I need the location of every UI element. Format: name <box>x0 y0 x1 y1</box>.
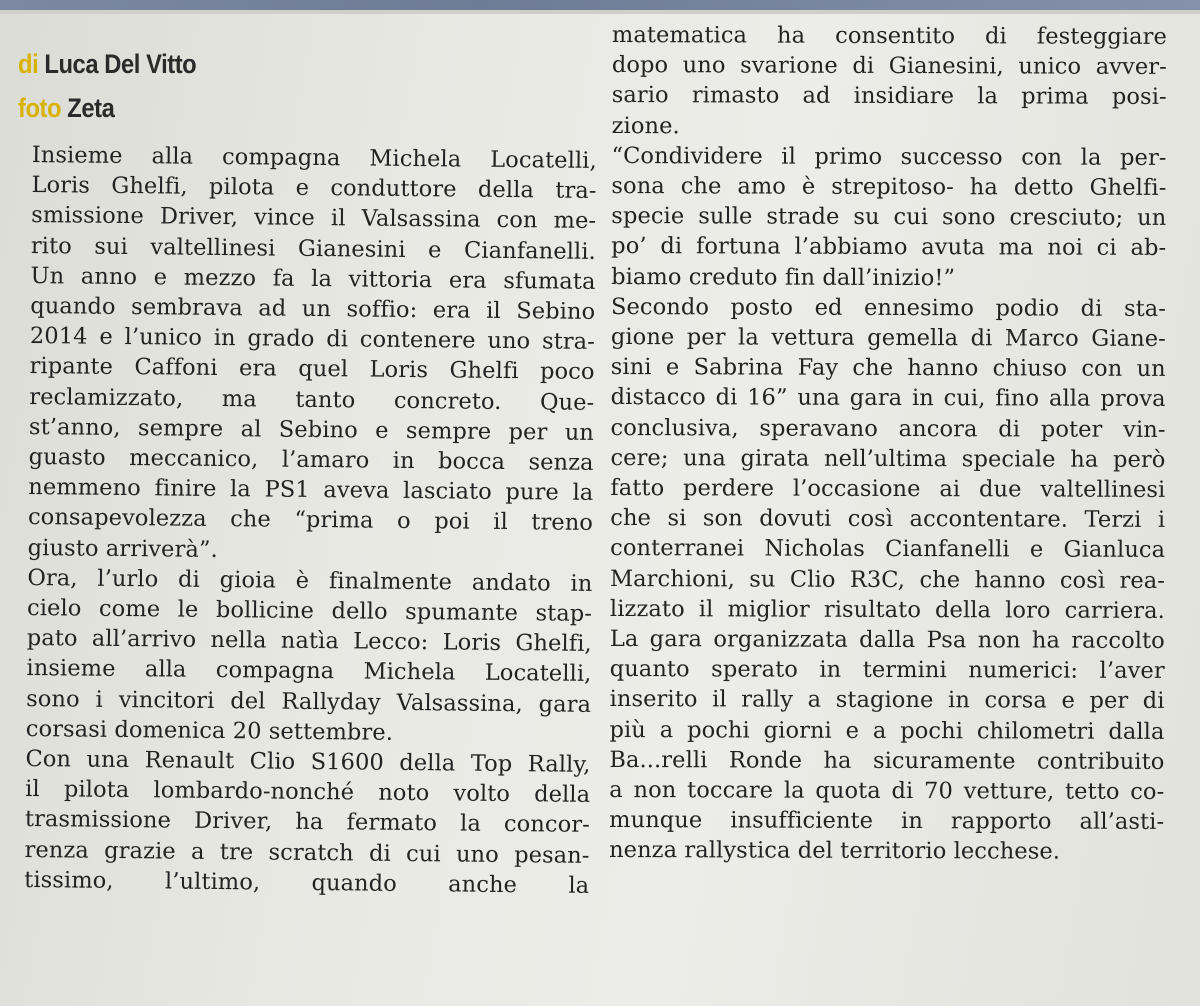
left-column-line: guasto meccanico, l’amaro in bocca senza <box>28 444 594 476</box>
left-column-line: sono i vincitori del Rallyday Valsassina, gara <box>26 685 592 718</box>
right-column-line: munque insufficiente in rapporto all’asti- <box>609 807 1165 836</box>
left-column-line: nemmeno finire la PS1 aveva lasciato pure la <box>28 474 594 507</box>
right-column-line: La gara organizzata dalla Psa non ha raccolto <box>609 626 1165 654</box>
right-column-line: specie sulle strade su cui sono cresciuto; un <box>611 203 1167 232</box>
left-column-line: cielo come le bollicine dello spumante stap- <box>26 595 593 627</box>
right-column-line: zione. <box>611 112 680 139</box>
right-column-line: biamo creduto fin dall’inizio!” <box>611 263 956 291</box>
left-column-line: consapevolezza che “prima o poi il treno <box>27 504 594 537</box>
right-column-line: inserito il rally a stagione in corsa e per di <box>609 686 1165 715</box>
article-column-left <box>24 140 597 901</box>
left-column-line: Con una Renault Clio S1600 della Top Rally, <box>25 746 591 778</box>
left-column-line: 2014 e l’unico in grado di contenere uno stra- <box>29 323 596 356</box>
left-column-line: renza grazie a tre scratch di cui uno pesan- <box>24 836 590 869</box>
right-column-line: sario rimasto ad insidiare la prima posi- <box>611 82 1167 111</box>
right-column-line: quanto sperato in termini numerici: l’aver <box>609 656 1165 685</box>
right-column-line: sona che amo è strepitoso- ha detto Ghelfi- <box>611 173 1167 201</box>
right-column-line: sini e Sabrina Fay che hanno chiuso con un <box>610 354 1166 383</box>
right-column-line: “Condividere il primo successo con la per- <box>611 142 1167 171</box>
right-column-line: lizzato il miglior risultato della loro carriera. <box>609 595 1165 624</box>
left-column-line: giusto arriverà”. <box>27 534 218 563</box>
right-column-line: gione per la vettura gemella di Marco Giane- <box>610 324 1166 352</box>
right-column-line: nenza rallystica del territorio lecchese. <box>609 837 1061 866</box>
right-column-line: fatto perdere l’occasione ai due valtellinesi <box>610 475 1166 503</box>
page-top-edge <box>0 0 1200 14</box>
left-column-line: tissimo, l’ultimo, quando anche la <box>24 866 590 899</box>
photo-name: Zeta <box>67 93 115 123</box>
right-column-line: Secondo posto ed ennesimo podio di sta- <box>610 293 1167 322</box>
left-column-line: Ora, l’urlo di gioia è finalmente andato in <box>27 564 593 597</box>
left-column-line: pato all’arrivo nella natìa Lecco: Loris Ghelfi, <box>26 625 592 658</box>
left-column-line: reclamizzato, ma tanto concreto. Que- <box>29 383 595 416</box>
right-column-line: Ba...relli Ronde ha sicuramente contribuito <box>609 746 1165 775</box>
left-column-line: il pilota lombardo-nonché noto volto della <box>25 776 591 809</box>
author-credit <box>18 42 196 86</box>
right-column-line: Marchioni, su Clio R3C, che hanno così rea- <box>610 565 1166 594</box>
right-column-line: conclusiva, speravano ancora di poter vin- <box>610 414 1166 443</box>
photo-credit <box>18 86 196 130</box>
left-column-line: rito sui valtellinesi Gianesini e Cianfanelli. <box>30 232 596 265</box>
right-column-line: a non toccare la quota di 70 vetture, tetto co- <box>609 777 1165 806</box>
left-column-line: quando sembrava ad un soffio: era il Sebino <box>30 293 596 325</box>
author-prefix: di <box>18 49 39 79</box>
photo-prefix: foto <box>18 93 62 123</box>
left-column-line: ripante Caffoni era quel Loris Ghelfi poco <box>29 353 595 386</box>
author-name: Luca Del Vitto <box>44 49 197 79</box>
right-column-line: po’ di fortuna l’abbiamo avuta ma noi ci ab- <box>611 233 1167 262</box>
left-column-line: trasmissione Driver, ha fermato la concor- <box>24 806 590 839</box>
right-column-line: matematica ha consentito di festeggiare <box>611 21 1167 50</box>
left-column-line: Loris Ghelfi, pilota e conduttore della tra- <box>31 172 597 205</box>
byline <box>18 42 196 130</box>
left-column-line: Un anno e mezzo fa la vittoria era sfumata <box>30 262 596 295</box>
left-column-line: st’anno, sempre al Sebino e sempre per un <box>28 413 595 446</box>
right-column-line: cere; una girata nell’ultima speciale ha però <box>610 444 1166 473</box>
right-column-line: che si son dovuti così accontentare. Terzi i <box>610 505 1166 534</box>
right-column-line: dopo uno svarione di Gianesini, unico avver- <box>611 52 1167 81</box>
left-column-line: corsasi domenica 20 settembre. <box>25 715 394 746</box>
article-column-right <box>609 20 1167 868</box>
right-column-line: più a pochi giorni e a pochi chilometri dalla <box>609 716 1165 745</box>
left-column-line: smissione Driver, vince il Valsassina con me- <box>31 202 597 235</box>
left-column-line: insieme alla compagna Michela Locatelli, <box>26 655 592 688</box>
left-column-line: Insieme alla compagna Michela Locatelli, <box>31 141 597 174</box>
right-column-line: conterranei Nicholas Cianfanelli e Gianluca <box>610 535 1166 564</box>
right-column-line: distacco di 16” una gara in cui, fino alla prova <box>610 384 1166 413</box>
